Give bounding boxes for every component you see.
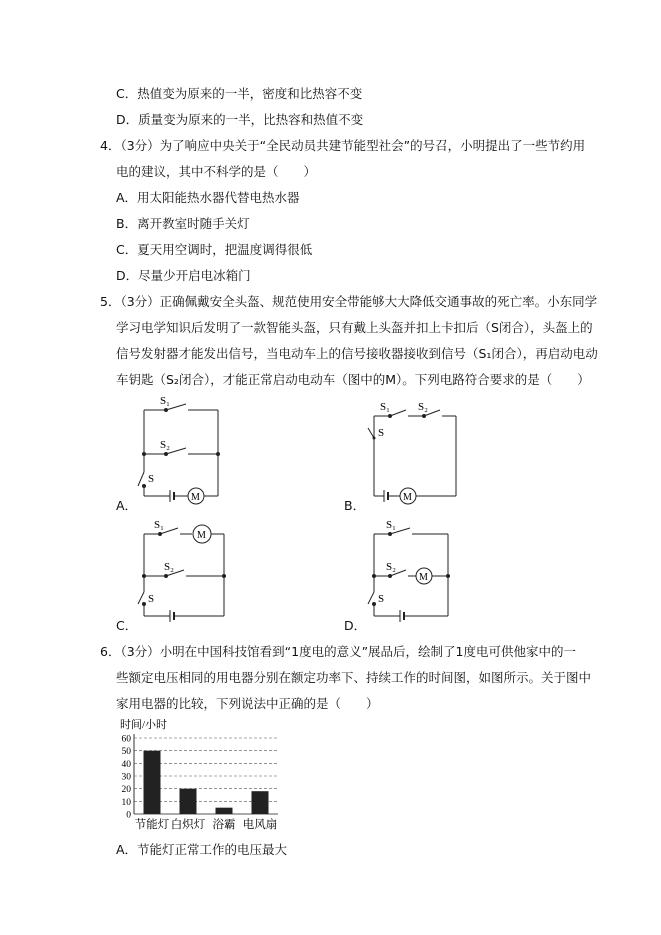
q4-stem-line-1: 4．（3分）为了响应中央关于“全民动员共建节能型社会”的号召，小明提出了一些节约用 (100, 138, 586, 153)
chart-bar (144, 751, 161, 814)
chart-bar (252, 791, 269, 814)
switch-s1-label: S₁ (380, 401, 390, 413)
q4-option-d: D．尽量少开启电冰箱门 (116, 268, 251, 283)
q3-option-d: D．质量变为原来的一半，比热容和热值不变 (116, 112, 364, 127)
q5-option-b-label: B． (344, 498, 366, 513)
q5-stem-line-1: 5．（3分）正确佩戴安全头盔、规范使用安全带能够大大降低交通事故的死亡率。小东同学 (100, 294, 598, 309)
chart-y-tick-label: 40 (121, 759, 131, 770)
switch-s1-label: S₁ (386, 519, 396, 531)
circuit-diagram-c (116, 514, 256, 624)
chart-x-tick-label: 浴霸 (212, 819, 236, 831)
q4-stem-line-2: 电的建议，其中不科学的是（ ） (116, 164, 317, 179)
q3-option-c: C．热值变为原来的一半，密度和比热容不变 (116, 86, 363, 101)
chart-y-tick-label: 50 (121, 747, 131, 758)
q6-option-a: A．节能灯正常工作的电压最大 (116, 842, 288, 857)
chart-y-tick-label: 10 (121, 797, 131, 808)
chart-x-tick-label: 白炽灯 (170, 819, 206, 831)
q4-option-c: C．夏天用空调时，把温度调得很低 (116, 242, 313, 257)
switch-s-label: S (148, 473, 155, 485)
motor-label: M (403, 492, 412, 503)
switch-s2-label: S₂ (160, 439, 170, 451)
switch-s-label: S (378, 427, 385, 439)
q6-stem-line-2: 些额定电压相同的用电器分别在额定功率下、持续工作的时间图，如图所示。关于图中 (116, 670, 592, 685)
q5-option-a-label: A． (116, 498, 138, 513)
switch-s1-label: S₁ (154, 519, 164, 531)
chart-x-tick-label: 节能灯 (134, 819, 170, 831)
q6-stem-line-1: 6．（3分）小明在中国科技馆看到“1度电的意义”展品后，绘制了1度电可供他家中的一 (100, 644, 577, 659)
chart-y-tick-label: 20 (121, 785, 131, 796)
switch-s2-label: S₂ (164, 561, 174, 573)
q5-stem-line-2: 学习电学知识后发明了一款智能头盔，只有戴上头盔并扣上卡扣后（S闭合），头盔上的 (116, 320, 593, 335)
chart-y-tick-label: 30 (121, 772, 131, 783)
q4-option-b: B．离开教室时随手关灯 (116, 216, 250, 231)
chart-y-tick-label: 0 (126, 810, 131, 821)
switch-s2-label: S₂ (386, 561, 396, 573)
q5-option-d-label: D． (344, 618, 367, 633)
switch-s-label: S (378, 593, 385, 605)
switch-s1-label: S₁ (160, 395, 170, 407)
switch-s2-label: S₂ (418, 401, 428, 413)
motor-label: M (419, 572, 428, 583)
chart-x-tick-label: 电风扇 (242, 819, 278, 831)
chart-y-tick-label: 60 (121, 734, 131, 745)
q6-stem-line-3: 家用电器的比较，下列说法中正确的是（ ） (116, 696, 379, 711)
q5-option-c-label: C． (116, 618, 138, 633)
circuit-diagram-d (352, 514, 492, 624)
q5-stem-line-3: 信号发射器才能发出信号，当电动车上的信号接收器接收到信号（S₁闭合），再启动电动 (116, 346, 598, 361)
motor-label: M (197, 530, 206, 541)
chart-bar (216, 808, 233, 814)
switch-s-label: S (148, 593, 155, 605)
chart-y-axis-label: 时间/小时 (120, 719, 168, 731)
motor-label: M (191, 492, 200, 503)
circuit-diagram-b (362, 392, 502, 517)
q6-bar-chart (112, 716, 292, 834)
chart-bar (180, 789, 197, 814)
q4-option-a: A．用太阳能热水器代替电热水器 (116, 190, 300, 205)
q5-stem-line-4: 车钥匙（S₂闭合），才能正常启动电动车（图中的M）。下列电路符合要求的是（ ） (116, 372, 590, 387)
